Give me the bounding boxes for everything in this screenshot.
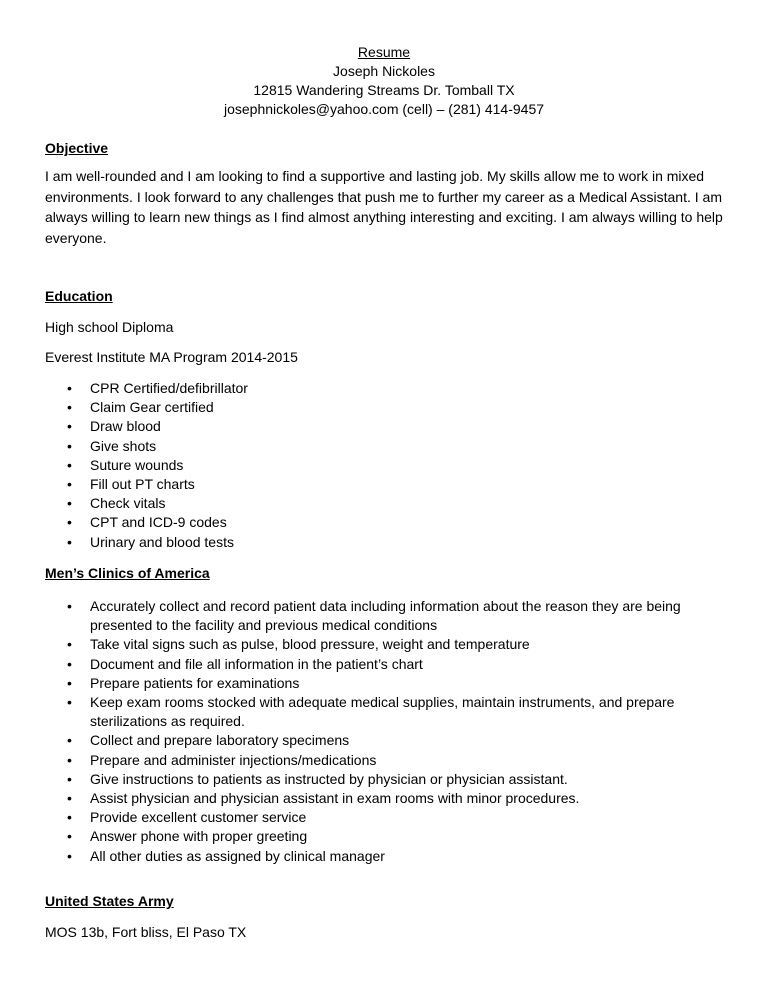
mens-clinics-heading: Men’s Clinics of America — [45, 565, 210, 581]
mens-clinics-duties-list — [45, 597, 725, 866]
education-program: Everest Institute MA Program 2014-2015 — [45, 349, 298, 365]
list-item: • Check vitals — [45, 494, 725, 513]
list-item: • Fill out PT charts — [45, 475, 725, 494]
list-item: • Keep exam rooms stocked with adequate medical supplies, maintain instruments, and prepare sterilizations as required. — [45, 693, 725, 731]
resume-header — [0, 43, 768, 119]
list-item: • All other duties as assigned by clinical manager — [45, 847, 725, 866]
list-item: • Urinary and blood tests — [45, 533, 725, 552]
list-item: • Suture wounds — [45, 456, 725, 475]
list-item: • Collect and prepare laboratory specimens — [45, 731, 725, 750]
objective-text: I am well-rounded and I am looking to find a supportive and lasting job. My skills allow me to work in mixed environments. I look forward to any challenges that push me to further my career as a Medical Assistant. I am always willing to learn new things as I find almost anything interesting and exciting. I am always willing to help everyone. — [45, 168, 723, 246]
list-item: • Draw blood — [45, 417, 725, 436]
list-item: • Give instructions to patients as instructed by physician or physician assistant. — [45, 770, 725, 789]
list-item: • Document and file all information in the patient’s chart — [45, 655, 725, 674]
objective-heading: Objective — [45, 140, 109, 156]
list-item: • Prepare and administer injections/medications — [45, 751, 725, 770]
list-item: • Take vital signs such as pulse, blood pressure, weight and temperature — [45, 635, 725, 654]
list-item: • Give shots — [45, 437, 725, 456]
resume-title: Resume — [357, 44, 411, 60]
applicant-contact: josephnickoles@yahoo.com (cell) – (281) 414-9457 — [223, 101, 545, 117]
army-heading: United States Army — [45, 893, 174, 909]
list-item: • CPR Certified/defibrillator — [45, 379, 725, 398]
list-item: • Accurately collect and record patient data including information about the reason they are being presented to the facility and previous medical conditions — [45, 597, 725, 635]
applicant-name: Joseph Nickoles — [333, 63, 435, 79]
education-skills-list — [45, 379, 725, 552]
list-item: • CPT and ICD-9 codes — [45, 513, 725, 532]
army-details: MOS 13b, Fort bliss, El Paso TX — [45, 924, 247, 940]
list-item: • Claim Gear certified — [45, 398, 725, 417]
education-heading: Education — [45, 288, 113, 304]
education-diploma: High school Diploma — [45, 319, 174, 335]
list-item: • Answer phone with proper greeting — [45, 827, 725, 846]
list-item: • Prepare patients for examinations — [45, 674, 725, 693]
list-item: • Provide excellent customer service — [45, 808, 725, 827]
applicant-address: 12815 Wandering Streams Dr. Tomball TX — [253, 82, 515, 98]
list-item: • Assist physician and physician assistant in exam rooms with minor procedures. — [45, 789, 725, 808]
